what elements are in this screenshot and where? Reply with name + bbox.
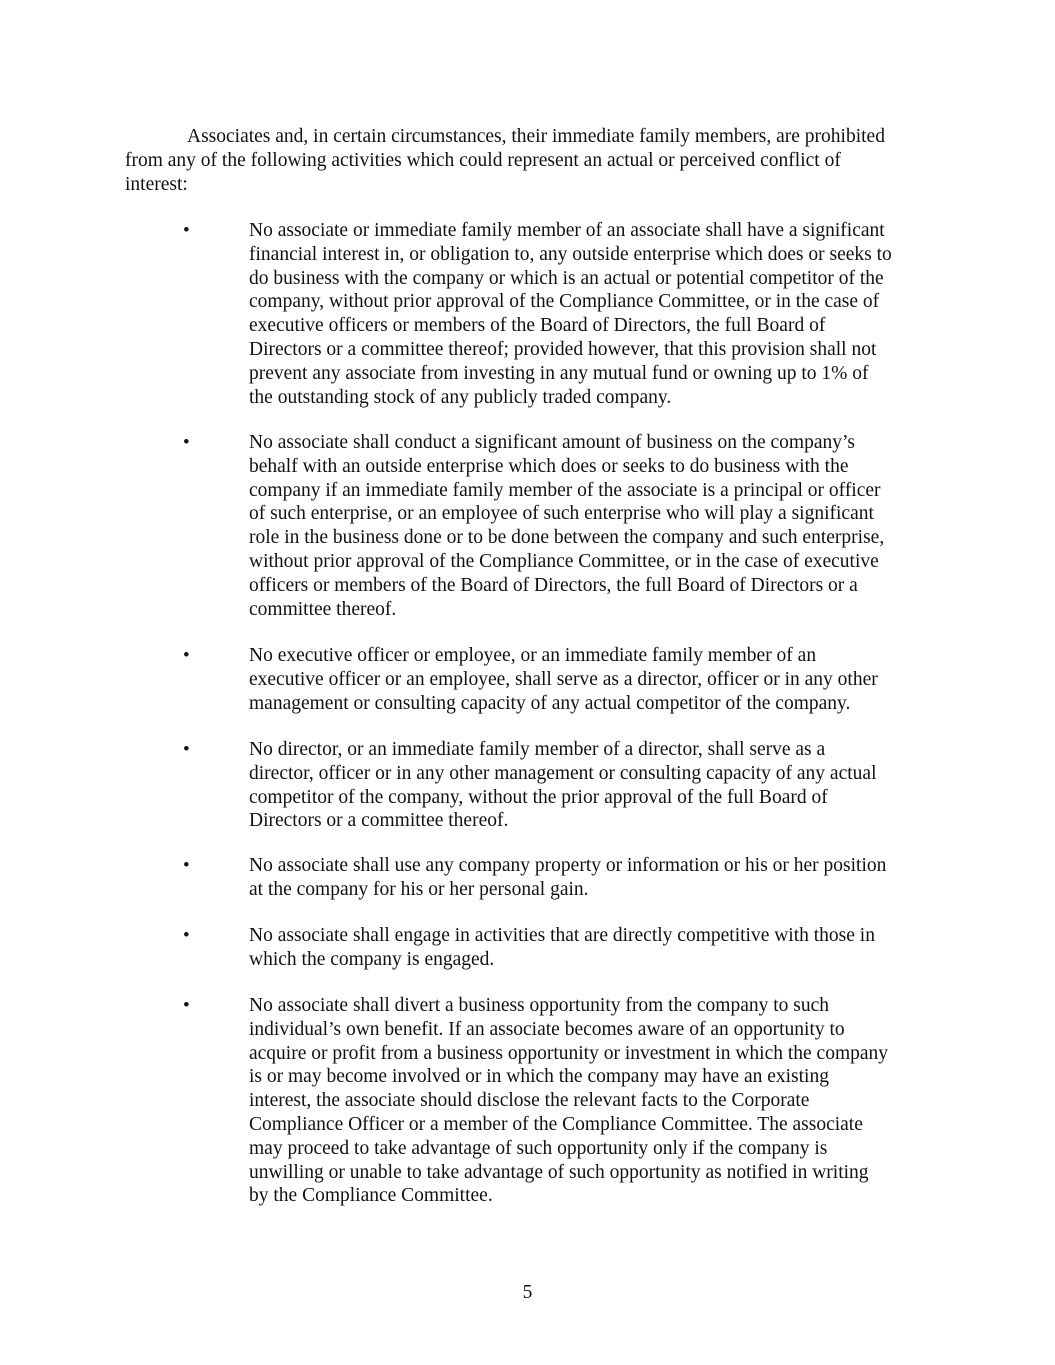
bullet-line: acquire or profit from a business opportunity or investment in which the company	[249, 1042, 889, 1064]
bullet-line: No associate or immediate family member of an associate shall have a significant	[249, 220, 885, 241]
bullet-line: director, officer or in any other management or consulting capacity of any actual	[249, 762, 877, 784]
bullet-line: the outstanding stock of any publicly traded company.	[249, 386, 672, 408]
bullet-line: No associate shall use any company property or information or his or her position	[249, 855, 887, 876]
bullet-line: is or may become involved or in which the company may have an existing	[249, 1066, 829, 1088]
bullet-icon: •	[183, 739, 190, 760]
bullet-line: which the company is engaged.	[249, 948, 495, 970]
bullet-text	[249, 994, 939, 1208]
bullet-text	[249, 431, 939, 621]
bullet-line: Compliance Officer or a member of the Compliance Committee. The associate	[249, 1113, 863, 1135]
bullet-line: role in the business done or to be done between the company and such enterprise,	[249, 527, 885, 549]
bullet-line: executive officers or members of the Board of Directors, the full Board of	[249, 315, 826, 337]
bullet-text	[249, 644, 939, 715]
bullet-icon: •	[183, 925, 190, 946]
bullet-line: individual’s own benefit. If an associate becomes aware of an opportunity to	[249, 1018, 845, 1040]
bullet-line: unwilling or unable to take advantage of such opportunity as notified in writing	[249, 1161, 869, 1183]
intro-line: from any of the following activities which could represent an actual or perceived conflict of	[125, 150, 841, 171]
bullet-line: prevent any associate from investing in any mutual fund or owning up to 1% of	[249, 362, 869, 384]
bullet-line: interest, the associate should disclose the relevant facts to the Corporate	[249, 1090, 810, 1112]
bullet-line: without prior approval of the Compliance Committee, or in the case of executive	[249, 550, 879, 572]
bullet-line: No executive officer or employee, or an immediate family member of an	[249, 645, 817, 666]
bullet-text	[249, 854, 939, 902]
page-number: 5	[522, 1282, 533, 1303]
bullet-line: No associate shall engage in activities that are directly competitive with those in	[249, 925, 875, 946]
bullet-text	[249, 924, 939, 972]
intro-line: interest:	[125, 174, 188, 195]
bullet-line: No associate shall divert a business opportunity from the company to such	[249, 995, 830, 1016]
bullet-line: by the Compliance Committee.	[249, 1185, 493, 1207]
intro-paragraph	[125, 125, 945, 197]
bullet-line: Directors or a committee thereof; provided however, that this provision shall not	[249, 338, 877, 360]
intro-line: Associates and, in certain circumstances, their immediate family members, are prohibited	[187, 126, 885, 147]
bullet-line: Directors or a committee thereof.	[249, 810, 509, 832]
bullet-line: competitor of the company, without the prior approval of the full Board of	[249, 786, 828, 808]
bullet-line: financial interest in, or obligation to, any outside enterprise which does or seeks to	[249, 243, 892, 265]
bullet-line: No director, or an immediate family member of a director, shall serve as a	[249, 739, 826, 760]
bullet-icon: •	[183, 645, 190, 666]
bullet-text	[249, 738, 939, 833]
bullet-line: company if an immediate family member of the associate is a principal or officer	[249, 479, 881, 501]
bullet-icon: •	[183, 855, 190, 876]
bullet-line: behalf with an outside enterprise which does or seeks to do business with the	[249, 455, 849, 477]
bullet-line: No associate shall conduct a significant amount of business on the company’s	[249, 432, 855, 453]
bullet-line: may proceed to take advantage of such opportunity only if the company is	[249, 1137, 828, 1159]
bullet-line: of such enterprise, or an employee of such enterprise who will play a significant	[249, 503, 874, 525]
bullet-line: company, without prior approval of the Compliance Committee, or in the case of	[249, 291, 880, 313]
bullet-line: do business with the company or which is an actual or potential competitor of the	[249, 267, 884, 289]
bullet-icon: •	[183, 432, 190, 453]
bullet-line: management or consulting capacity of any actual competitor of the company.	[249, 692, 851, 714]
bullet-line: officers or members of the Board of Directors, the full Board of Directors or a	[249, 574, 858, 596]
bullet-text	[249, 219, 939, 409]
bullet-icon: •	[183, 220, 190, 241]
bullet-icon: •	[183, 995, 190, 1016]
bullet-line: executive officer or an employee, shall serve as a director, officer or in any other	[249, 668, 878, 690]
bullet-line: committee thereof.	[249, 598, 397, 620]
bullet-line: at the company for his or her personal gain.	[249, 878, 589, 900]
